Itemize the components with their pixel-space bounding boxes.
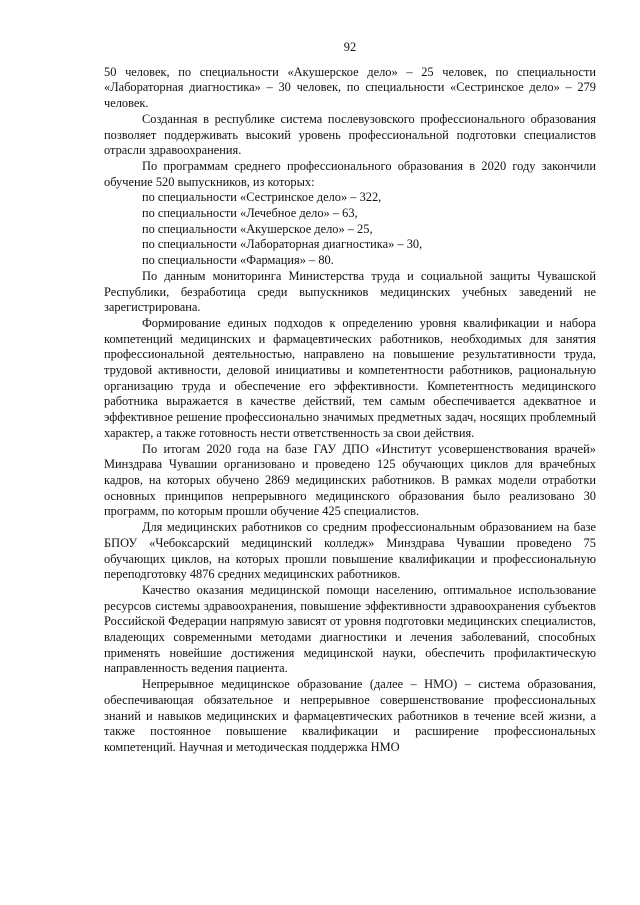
list-item: по специальности «Сестринское дело» – 322, — [142, 190, 382, 205]
page-number: 92 — [343, 40, 357, 54]
paragraph-6: По итогам 2020 года на базе ГАУ ДПО «Институт усовершенствования врачей» Минздрава Чувашии организовано и проведено 125 обучающих циклов для врачебных кадров, на которых обучено 2869 медицинских работников. В рамках модели отработки основных принципов непрерывного медицинского образования было реализовано 30 программ, по которым прошли обучение 425 специалистов. — [104, 441, 596, 519]
graduates-list — [104, 190, 596, 269]
list-item: по специальности «Акушерское дело» – 25, — [142, 221, 373, 236]
paragraph-3: По программам среднего профессионального образования в 2020 году закончили обучение 520 выпускников, из которых: — [104, 158, 596, 189]
paragraph-7: Для медицинских работников со средним профессиональным образованием на базе БПОУ «Чебоксарский медицинский колледж» Минздрава Чувашии проведено 75 обучающих циклов, на которых прошли повышение квалификации и профессиональную переподготовку 4876 средних медицинских работников. — [104, 520, 596, 582]
list-item: по специальности «Лабораторная диагностика» – 30, — [142, 237, 423, 252]
paragraph-9: Непрерывное медицинское образование (далее – НМО) – система образования, обеспечивающая обязательное и непрерывное совершенствование профессиональных знаний и навыков медицинских и фармацевтических работников в течение всей жизни, а также постоянное повышение квалификации и расширение профессиональных компетенций. Научная и методическая поддержка НМО — [104, 677, 596, 754]
paragraph-8: Качество оказания медицинской помощи населению, оптимальное использование ресурсов системы здравоохранения, повышение эффективности здравоохранения субъектов Российской Федерации напрямую зависят от уровня подготовки медицинских специалистов, владеющих современными методами диагностики и лечения заболеваний, способных применять новейшие достижения медицинской науки, обеспечить профилактическую направленность ведения пациента. — [104, 582, 596, 676]
paragraph-2: Созданная в республике система послевузовского профессионального образования позволяет поддерживать высокий уровень профессиональной подготовки специалистов отрасли здравоохранения. — [104, 111, 596, 158]
list-item: по специальности «Фармация» – 80. — [142, 253, 334, 268]
list-item: по специальности «Лечебное дело» – 63, — [142, 206, 358, 221]
paragraph-1: 50 человек, по специальности «Акушерское дело» – 25 человек, по специальности «Лабораторная диагностика» – 30 человек, по специальности «Сестринское дело» – 279 человек. — [104, 64, 596, 111]
paragraph-5: Формирование единых подходов к определению уровня квалификации и набора компетенций медицинских и фармацевтических работников, необходимых для занятия профессиональной деятельностью, направлено на повышение результативности труда, трудовой активности, деловой инициативы и компетентности работников, рациональную организацию труда и обеспечение его эффективности. Компетентность медицинского работника выражается в качестве действий, тем самым обеспечивается адекватное и эффективное решение профессионально значимых предметных задач, носящих проблемный характер, а также готовность нести ответственность за свои действия. — [104, 315, 596, 440]
paragraph-4: По данным мониторинга Министерства труда и социальной защиты Чувашской Республики, безработица среди выпускников медицинских учебных заведений не зарегистрирована. — [104, 268, 596, 315]
